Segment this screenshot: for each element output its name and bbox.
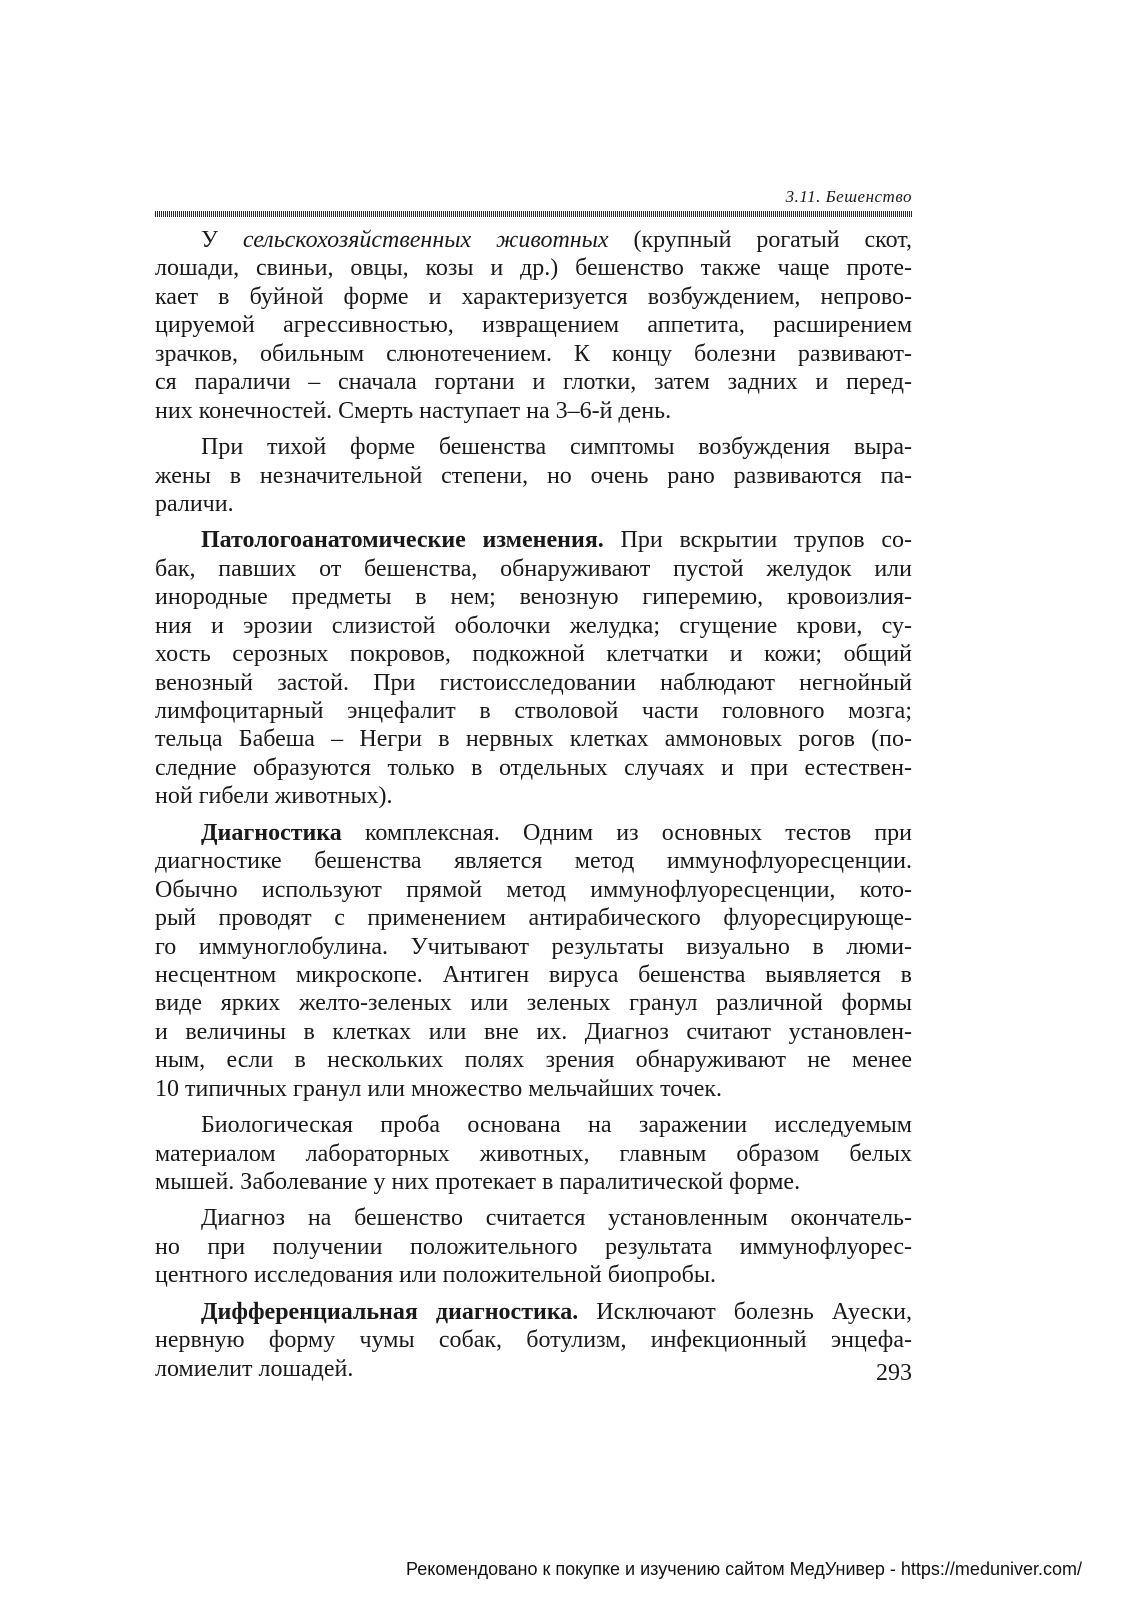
text-line: бак, павших от бешенства, обнаруживают пустой желудок или bbox=[155, 555, 912, 582]
text-line: Обычно используют прямой метод иммунофлуоресценции, кото- bbox=[155, 876, 912, 903]
text-line: 10 типичных гранул или множество мельчайших точек. bbox=[155, 1075, 722, 1102]
text-line: го иммуноглобулина. Учитывают результаты визуально в люми- bbox=[155, 933, 912, 960]
text-line: ся параличи – сначала гортани и глотки, затем задних и перед- bbox=[155, 369, 912, 396]
text-line: нервную форму чумы собак, ботулизм, инфекционный энцефа- bbox=[155, 1327, 912, 1354]
paragraph bbox=[155, 1204, 912, 1289]
text-run: Исключают болезнь Ауески, bbox=[578, 1298, 912, 1325]
running-title: 3.11. Бешенство bbox=[785, 187, 912, 206]
text-line: Диагноз на бешенство считается установленным окончатель- bbox=[201, 1205, 912, 1232]
text-line bbox=[155, 226, 912, 254]
italic-term: сельскохозяйственных животных bbox=[242, 227, 609, 253]
text-line bbox=[155, 1298, 912, 1326]
text-line: и величины в клетках или вне их. Диагноз считают установлен- bbox=[155, 1018, 912, 1045]
text-line: виде ярких желто-зеленых или зеленых гранул различной формы bbox=[155, 990, 912, 1017]
section-heading: Дифференциальная диагностика. bbox=[201, 1298, 579, 1325]
text-line: диагностике бешенства является метод иммунофлуоресценции. bbox=[155, 848, 912, 875]
text-line: Биологическая проба основана на заражении исследуемым bbox=[201, 1112, 912, 1139]
text-line: материалом лабораторных животных, главным образом белых bbox=[155, 1140, 912, 1167]
text-line: цируемой агрессивностью, извращением аппетита, расширением bbox=[155, 312, 912, 339]
text-line bbox=[155, 819, 912, 847]
text-line: ной гибели животных). bbox=[155, 783, 393, 810]
text-line: них конечностей. Смерть наступает на 3–6-й день. bbox=[155, 397, 672, 424]
text-line: лимфоцитарный энцефалит в стволовой части головного мозга; bbox=[155, 698, 912, 724]
text-run: При вскрытии трупов со- bbox=[603, 527, 912, 554]
text-line: кает в буйной форме и характеризуется возбуждением, непрово- bbox=[155, 283, 912, 310]
body-text bbox=[155, 226, 912, 1383]
paragraph bbox=[155, 433, 912, 518]
text-line: При тихой форме бешенства симптомы возбуждения выра- bbox=[201, 434, 912, 461]
text-line: раличи. bbox=[155, 490, 234, 517]
text-line: ным, если в нескольких полях зрения обнаруживают не менее bbox=[155, 1047, 912, 1074]
text-run: У bbox=[201, 227, 243, 253]
text-line: инородные предметы в нем; венозную гиперемию, кровоизлия- bbox=[155, 584, 912, 611]
section-heading: Диагностика bbox=[201, 819, 342, 846]
text-line: рый проводят с применением антирабического флуоресцирующе- bbox=[155, 905, 912, 932]
page-number: 293 bbox=[876, 1360, 912, 1386]
header-rule bbox=[155, 211, 912, 217]
paragraph bbox=[155, 1111, 912, 1196]
text-line bbox=[155, 526, 912, 554]
text-line: мышей. Заболевание у них протекает в паралитической форме. bbox=[155, 1169, 801, 1195]
text-line: ния и эрозии слизистой оболочки желудка; сгущение крови, су- bbox=[155, 612, 912, 639]
text-line: но при получении положительного результата иммунофлуорес- bbox=[155, 1233, 912, 1260]
text-line: центного исследования или положительной биопробы. bbox=[155, 1262, 716, 1289]
text-run: комплексная. Одним из основных тестов при bbox=[341, 819, 912, 846]
text-line: хость серозных покровов, подкожной клетчатки и кожи; общий bbox=[155, 641, 912, 668]
paragraph bbox=[155, 526, 912, 810]
text-line: жены в незначительной степени, но очень рано развиваются па- bbox=[155, 462, 912, 489]
text-line: несцентном микроскопе. Антиген вируса бешенства выявляется в bbox=[155, 961, 912, 988]
text-line: тельца Бабеша – Негри в нервных клетках аммоновых рогов (по- bbox=[155, 726, 912, 753]
section-heading: Патологоанатомические изменения. bbox=[201, 527, 604, 554]
paragraph bbox=[155, 226, 912, 425]
text-line: лошади, свиньи, овцы, козы и др.) бешенство также чаще проте- bbox=[155, 255, 912, 282]
text-line: ломиелит лошадей. bbox=[155, 1355, 354, 1382]
text-line: следние образуются только в отдельных случаях и при естествен- bbox=[155, 754, 912, 781]
footer-link[interactable]: Рекомендовано к покупке и изучению сайтом МедУнивер - https://meduniver.com/ bbox=[406, 1559, 1082, 1579]
paragraph bbox=[155, 819, 912, 1103]
text-line: зрачков, обильным слюнотечением. К концу болезни развивают- bbox=[155, 340, 912, 367]
text-run: (крупный рогатый скот, bbox=[608, 227, 912, 253]
text-line: венозный застой. При гистоисследовании наблюдают негнойный bbox=[155, 669, 912, 696]
